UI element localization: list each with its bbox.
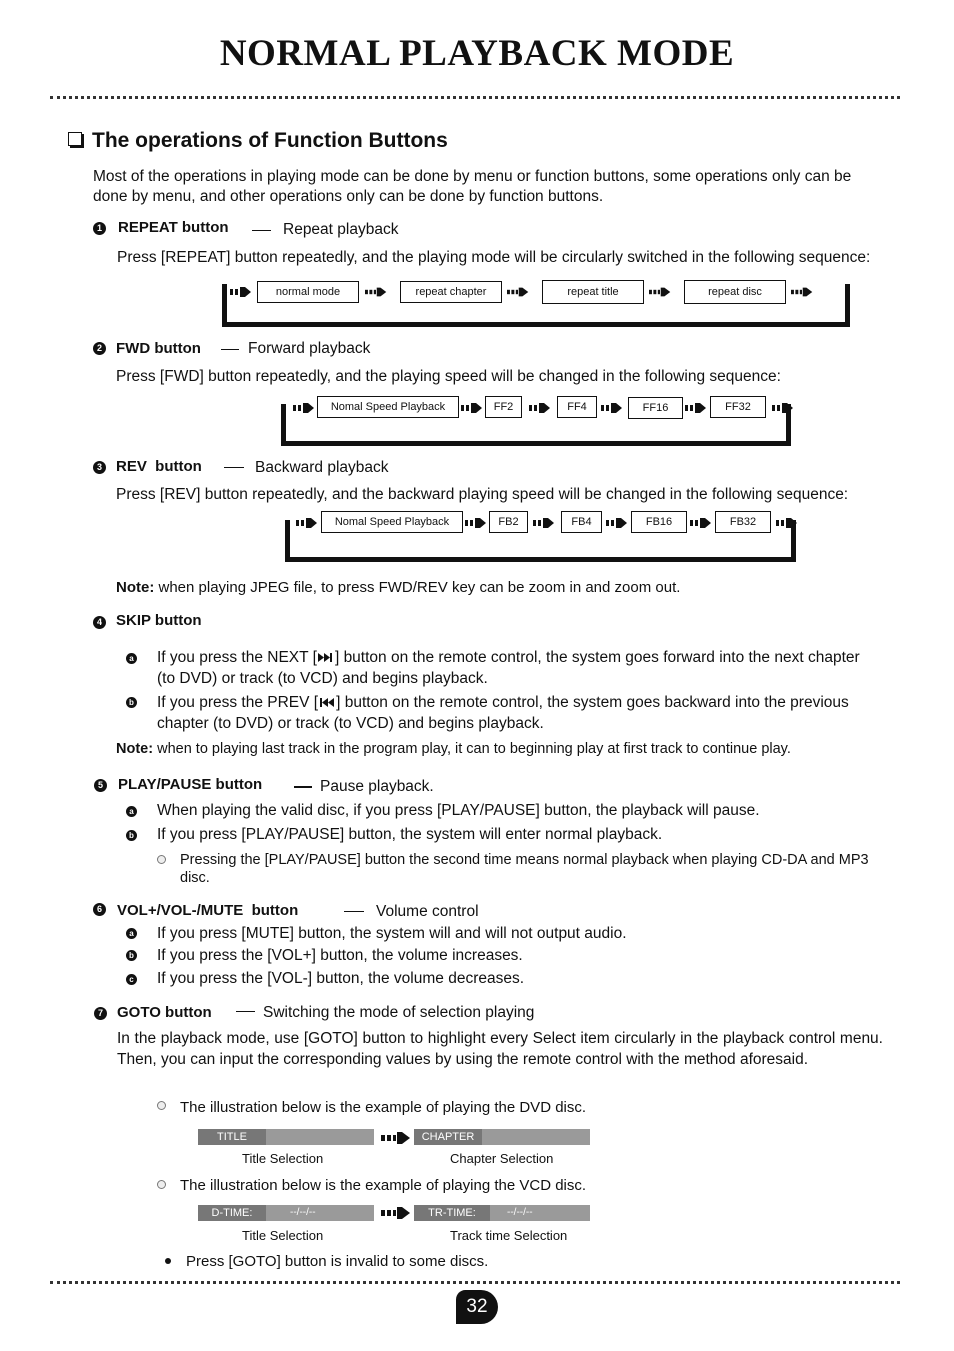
- page-title: NORMAL PLAYBACK MODE: [219, 33, 735, 74]
- section-heading: [68, 129, 448, 153]
- flow-fb2: FB2: [489, 511, 528, 533]
- bullet-dot-icon: [165, 1258, 171, 1264]
- arrow-right-icon: [381, 1131, 411, 1145]
- arrow-right-icon: [507, 285, 529, 299]
- goto-vcd-text: The illustration below is the example of playing the VCD disc.: [180, 1177, 587, 1194]
- arrow-right-icon: [791, 285, 813, 299]
- play-desc: Pause playback.: [320, 778, 434, 795]
- vol-label: VOL+/VOL-/MUTE button: [117, 902, 299, 919]
- play-c-text: Pressing the [PLAY/PAUSE] button the second time means normal playback when playing CD-DA and MP3 disc.: [180, 852, 869, 886]
- dvd-caption-1: Title Selection: [242, 1151, 324, 1166]
- goto-label: GOTO button: [117, 1004, 212, 1021]
- repeat-text: Press [REPEAT] button repeatedly, and the playing mode will be circularly switched in the following sequence:: [117, 249, 871, 266]
- skip-prev-icon: [318, 697, 336, 708]
- sub-marker-b: b: [126, 697, 137, 708]
- vcd-trtime-value: --/--/--: [507, 1207, 533, 1218]
- step-2-marker: 2: [93, 342, 106, 355]
- vol-c-text: If you press the [VOL-] button, the volume decreases.: [157, 970, 525, 987]
- vol-b-text: If you press the [VOL+] button, the volume increases.: [157, 947, 523, 964]
- fwd-text: Press [FWD] button repeatedly, and the playing speed will be changed in the following sequence:: [116, 368, 781, 385]
- sub-marker-a: a: [126, 653, 137, 664]
- step-5-marker: 5: [94, 779, 107, 792]
- hollow-bullet-icon: [157, 1101, 166, 1110]
- arrow-right-icon: [776, 516, 798, 530]
- dash: [294, 786, 312, 788]
- note-text: when playing JPEG file, to press FWD/REV key can be zoom in and zoom out.: [158, 579, 681, 596]
- play-b-text: If you press [PLAY/PAUSE] button, the system will enter normal playback.: [157, 826, 663, 843]
- skip-prev-text: [157, 692, 877, 734]
- flow-repeat-title: repeat title: [542, 280, 644, 304]
- vcd-caption-1: Title Selection: [242, 1228, 324, 1243]
- sub-marker-a: a: [126, 928, 137, 939]
- flow-ff4: FF4: [557, 396, 597, 418]
- sub-marker-c: c: [126, 974, 137, 985]
- skip-note: [116, 739, 791, 760]
- sub-marker-a: a: [126, 806, 137, 817]
- flow-ff32: FF32: [710, 396, 766, 418]
- sub-marker-b: b: [126, 950, 137, 961]
- dash: [221, 349, 239, 350]
- arrow-right-icon: [529, 401, 551, 415]
- vcd-trtime-label: TR-TIME:: [414, 1205, 490, 1221]
- flow-repeat-disc: repeat disc: [684, 280, 786, 304]
- skip-next-icon: [317, 652, 335, 663]
- arrow-right-icon: [365, 285, 387, 299]
- flow-ff2: FF2: [485, 396, 522, 418]
- skip-label: SKIP button: [116, 612, 202, 629]
- goto-text: In the playback mode, use [GOTO] button to highlight every Select item circularly in the playback control menu. Then, you can input the corresponding values by using the remote control with the method aforesaid.: [117, 1030, 883, 1068]
- rev-text: Press [REV] button repeatedly, and the backward playing speed will be changed in the following sequence:: [116, 486, 849, 503]
- vol-desc: Volume control: [376, 903, 479, 920]
- repeat-label: REPEAT button: [118, 219, 229, 236]
- fwd-label: FWD button: [116, 340, 201, 357]
- play-a-text: When playing the valid disc, if you press [PLAY/PAUSE] button, the playback will pause.: [157, 802, 760, 819]
- flow-normal-speed: Nomal Speed Playback: [321, 511, 463, 533]
- step-1-marker: 1: [93, 222, 106, 235]
- step-7-marker: 7: [94, 1007, 107, 1020]
- repeat-desc: Repeat playback: [283, 221, 399, 238]
- skip-prev-post: ] button on the remote control, the system goes backward into the previous chapter (to DVD) or track (to VCD) and begins playback.: [157, 694, 849, 732]
- step-6-marker: 6: [93, 903, 106, 916]
- arrow-right-icon: [533, 516, 555, 530]
- arrow-right-icon: [649, 285, 671, 299]
- rev-note: [116, 577, 680, 598]
- flow-ff16: FF16: [628, 397, 683, 419]
- arrow-right-icon: [461, 401, 483, 415]
- skip-prev-pre: If you press the PREV [: [157, 694, 319, 711]
- arrow-right-icon: [230, 285, 252, 299]
- arrow-right-icon: [685, 401, 707, 415]
- page-number: 32: [456, 1290, 498, 1324]
- arrow-right-icon: [381, 1206, 411, 1220]
- play-label: PLAY/PAUSE button: [118, 776, 263, 793]
- vcd-dtime-value: --/--/--: [290, 1207, 316, 1218]
- arrow-right-icon: [465, 516, 487, 530]
- skip-next-text: [157, 647, 872, 689]
- vcd-caption-2: Track time Selection: [450, 1228, 568, 1243]
- goto-dvd-text: The illustration below is the example of playing the DVD disc.: [180, 1099, 587, 1116]
- note-label: Note:: [116, 741, 154, 757]
- skip-next-post: ] button on the remote control, the system goes forward into the next chapter (to DVD) or track (to VCD) and begins playback.: [157, 649, 860, 687]
- section-title: The operations of Function Buttons: [92, 129, 448, 152]
- flow-fb16: FB16: [631, 511, 687, 533]
- dvd-chapter-label: CHAPTER: [414, 1129, 482, 1145]
- vcd-dtime-label: D-TIME:: [198, 1205, 266, 1221]
- flow-fb32: FB32: [715, 511, 771, 533]
- dvd-title-label: TITLE: [198, 1129, 266, 1145]
- step-3-marker: 3: [93, 461, 106, 474]
- arrow-right-icon: [690, 516, 712, 530]
- arrow-right-icon: [296, 516, 318, 530]
- flow-normal-speed: Nomal Speed Playback: [317, 396, 459, 418]
- rev-desc: Backward playback: [255, 459, 389, 476]
- arrow-right-icon: [606, 516, 628, 530]
- dash: [224, 467, 244, 468]
- hollow-bullet-icon: [157, 1180, 166, 1189]
- sub-marker-b: b: [126, 830, 137, 841]
- dvd-caption-2: Chapter Selection: [450, 1151, 554, 1166]
- arrow-right-icon: [293, 401, 315, 415]
- fwd-desc: Forward playback: [248, 340, 371, 357]
- flow-fb4: FB4: [561, 511, 602, 533]
- dash: [344, 911, 364, 912]
- goto-desc: Switching the mode of selection playing: [263, 1004, 535, 1021]
- checkbox-square-icon: [68, 132, 82, 146]
- hollow-bullet-icon: [157, 855, 166, 864]
- step-4-marker: 4: [93, 616, 106, 629]
- dash: [252, 230, 271, 231]
- flow-normal-mode: normal mode: [257, 281, 359, 303]
- flow-repeat-chapter: repeat chapter: [400, 281, 502, 303]
- top-divider: [50, 96, 900, 99]
- arrow-right-icon: [601, 401, 623, 415]
- arrow-right-icon: [772, 401, 794, 415]
- vol-a-text: If you press [MUTE] button, the system will and will not output audio.: [157, 925, 627, 942]
- intro-text: Most of the operations in playing mode can be done by menu or function buttons, some operations only can be done by menu, and other operations only can be done by function buttons.: [93, 168, 852, 205]
- rev-label: REV button: [116, 458, 202, 475]
- dash: [236, 1011, 255, 1012]
- note-text: when to playing last track in the program play, it can to beginning play at first track to continue play.: [157, 741, 791, 757]
- note-label: Note:: [116, 579, 155, 596]
- bottom-divider: [50, 1281, 900, 1284]
- skip-next-pre: If you press the NEXT [: [157, 649, 317, 666]
- goto-invalid-note: Press [GOTO] button is invalid to some discs.: [186, 1253, 489, 1270]
